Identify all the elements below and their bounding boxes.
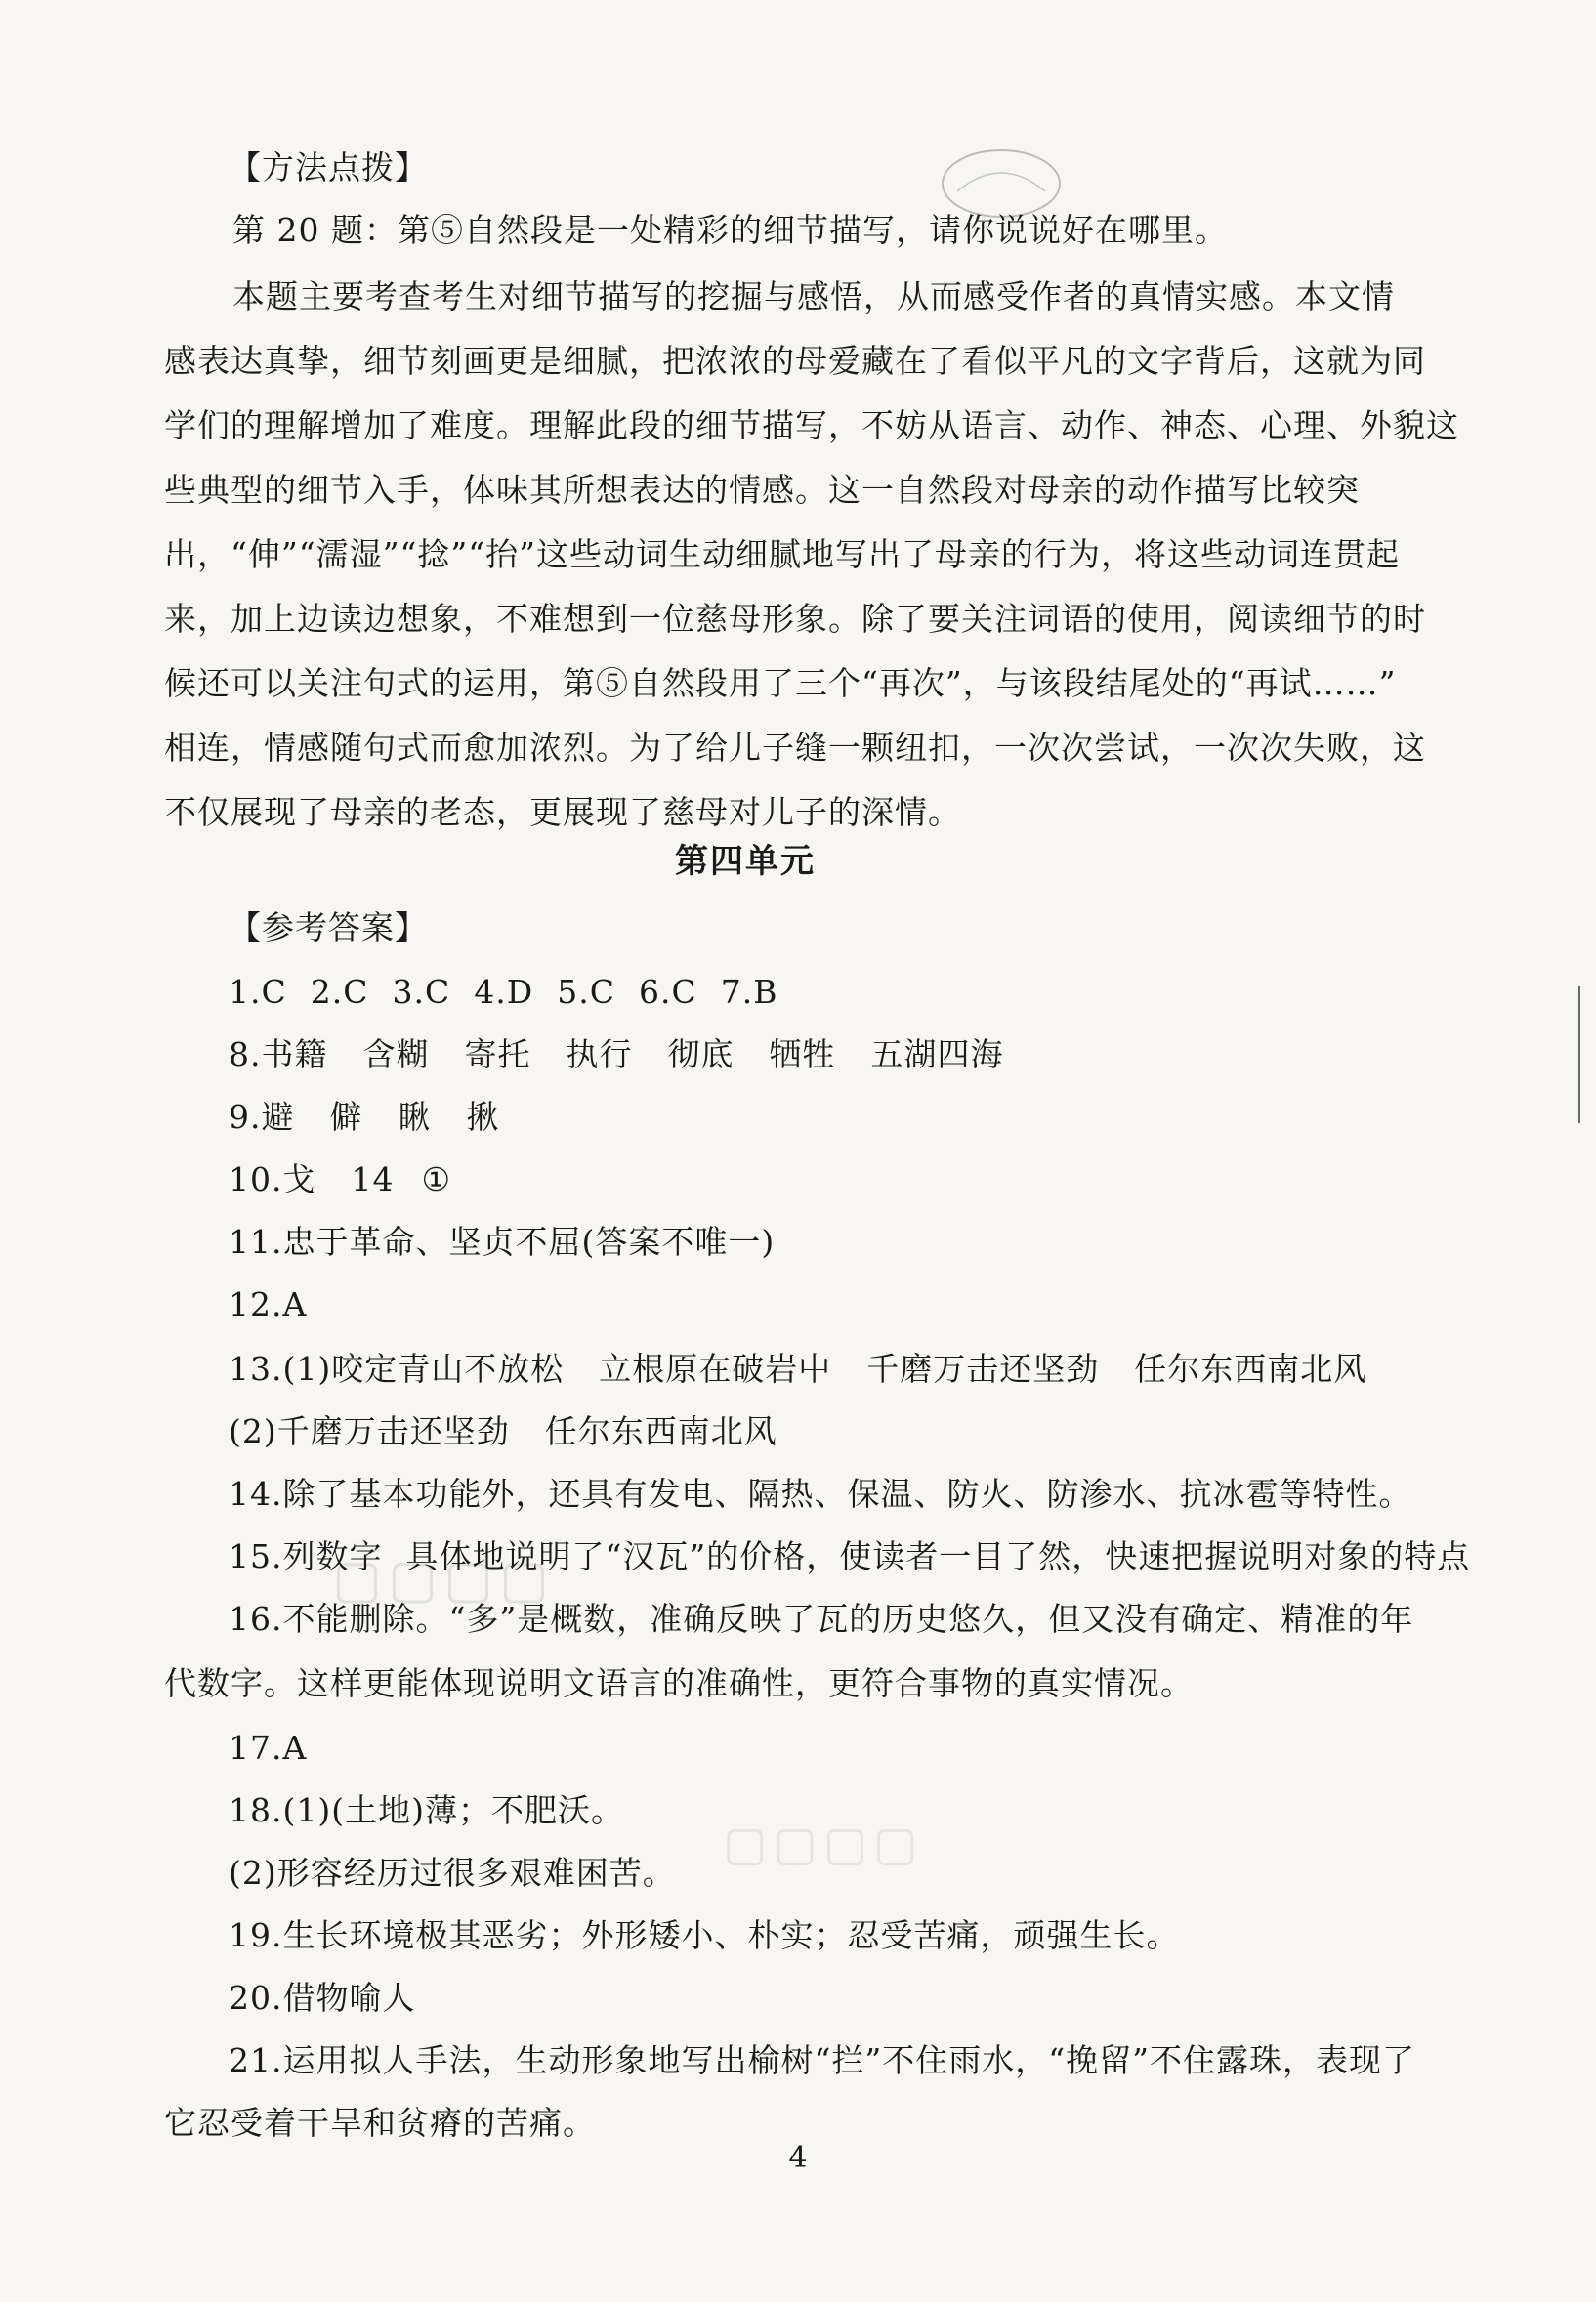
answer-16-line: 代数字。这样更能体现说明文语言的准确性，更符合事物的真实情况。 bbox=[164, 1664, 1194, 1702]
answer-item: 僻 bbox=[329, 1098, 363, 1136]
answer-1-7 bbox=[229, 971, 777, 1014]
answer-item: 揪 bbox=[466, 1098, 500, 1136]
answer-item: 彻底 bbox=[667, 1035, 735, 1073]
answer-11: 11.忠于革命、坚贞不屈(答案不唯一) bbox=[229, 1223, 776, 1261]
answer-item: 寄托 bbox=[464, 1035, 531, 1073]
paragraph-line: 些典型的细节入手，体味其所想表达的情感。这一自然段对母亲的动作描写比较突 bbox=[164, 471, 1360, 509]
answer-21-line: 它忍受着干旱和贫瘠的苦痛。 bbox=[164, 2104, 596, 2142]
answer-item: 5.C bbox=[557, 973, 615, 1011]
paragraph-line: 出，“伸”“濡湿”“捻”“抬”这些动词生动细腻地写出了母亲的行为，将这些动词连贯起 bbox=[164, 535, 1400, 573]
unit-heading: 第四单元 bbox=[675, 842, 816, 881]
answer-18-2: (2)形容经历过很多艰难困苦。 bbox=[229, 1854, 676, 1892]
paragraph-line: 候还可以关注句式的运用，第⑤自然段用了三个“再次”，与该段结尾处的“再试……” bbox=[164, 664, 1397, 702]
answer-item: 任尔东西南北风 bbox=[544, 1412, 777, 1450]
answer-item: 含糊 bbox=[362, 1035, 430, 1073]
answer-item: 8.书籍 bbox=[229, 1035, 328, 1073]
watermark-mark-2: ▢▢▢▢ bbox=[723, 1817, 924, 1871]
answer-21-line: 21.运用拟人手法，生动形象地写出榆树“拦”不住雨水，“挽留”不住露珠，表现了 bbox=[229, 2041, 1415, 2079]
answer-item: 2.C bbox=[310, 973, 369, 1011]
answer-item: 9.避 bbox=[229, 1098, 295, 1136]
answer-item: 千磨万击还坚劲 bbox=[866, 1350, 1100, 1388]
answer-19: 19.生长环境极其恶劣；外形矮小、朴实；忍受苦痛，顽强生长。 bbox=[229, 1916, 1180, 1954]
answer-item: 3.C bbox=[392, 973, 451, 1011]
answer-13-2 bbox=[229, 1410, 777, 1453]
answer-item: 10.戈 bbox=[229, 1160, 316, 1198]
answer-item: 瞅 bbox=[398, 1098, 432, 1136]
answer-item: (2)千磨万击还坚劲 bbox=[229, 1412, 510, 1450]
answer-item: 1.C bbox=[229, 973, 287, 1011]
answer-10 bbox=[229, 1158, 451, 1201]
answers-label: 【参考答案】 bbox=[229, 908, 428, 946]
method-label: 【方法点拨】 bbox=[229, 148, 428, 187]
paragraph-line: 来，加上边读边想象，不难想到一位慈母形象。除了要关注词语的使用，阅读细节的时 bbox=[164, 600, 1426, 638]
method-question: 第 20 题：第⑤自然段是一处精彩的细节描写，请你说说好在哪里。 bbox=[232, 211, 1228, 249]
answer-15 bbox=[229, 1535, 1470, 1578]
paragraph-line: 相连，情感随句式而愈加浓烈。为了给儿子缝一颗纽扣，一次次尝试，一次次失败，这 bbox=[164, 729, 1426, 767]
answer-item: 牺牲 bbox=[769, 1035, 836, 1073]
answer-item: 14 bbox=[351, 1160, 395, 1198]
paragraph-line: 不仅展现了母亲的老态，更展现了慈母对儿子的深情。 bbox=[164, 793, 961, 831]
paragraph-line: 学们的理解增加了难度。理解此段的细节描写，不妨从语言、动作、神态、心理、外貌这 bbox=[164, 406, 1459, 444]
answer-item: 13.(1)咬定青山不放松 bbox=[229, 1350, 565, 1388]
answer-13-1 bbox=[229, 1348, 1366, 1391]
answer-12: 12.A bbox=[229, 1285, 308, 1323]
paragraph-line: 感表达真挚，细节刻画更是细腻，把浓浓的母爱藏在了看似平凡的文字背后，这就为同 bbox=[164, 342, 1426, 380]
page-edge-rule bbox=[1578, 986, 1580, 1123]
page-number: 4 bbox=[788, 2141, 808, 2175]
paragraph-line: 本题主要考查考生对细节描写的挖掘与感悟，从而感受作者的真情实感。本文情 bbox=[232, 277, 1395, 315]
watermark-mark: ▢▢▢▢ bbox=[332, 1548, 556, 1610]
answer-9 bbox=[229, 1096, 500, 1139]
answer-item: 五湖四海 bbox=[870, 1035, 1004, 1073]
answer-item: 立根原在破岩中 bbox=[599, 1350, 832, 1388]
answer-18-1: 18.(1)(土地)薄；不肥沃。 bbox=[229, 1791, 624, 1829]
answer-item: 7.B bbox=[720, 973, 778, 1011]
answer-17: 17.A bbox=[229, 1729, 308, 1767]
answer-8 bbox=[229, 1033, 1004, 1076]
answer-16-line: 16.不能删除。“多”是概数，准确反映了瓦的历史悠久，但又没有确定、精准的年 bbox=[229, 1600, 1414, 1638]
answer-item: 6.C bbox=[638, 973, 697, 1011]
answer-14: 14.除了基本功能外，还具有发电、隔热、保温、防火、防渗水、抗冰雹等特性。 bbox=[229, 1475, 1412, 1513]
answer-item: 4.D bbox=[474, 973, 534, 1011]
answer-item: ① bbox=[421, 1160, 452, 1198]
answer-item: 执行 bbox=[566, 1035, 633, 1073]
answer-item: 任尔东西南北风 bbox=[1134, 1350, 1367, 1388]
answer-item: 15.列数字 bbox=[229, 1537, 383, 1575]
answer-item: 具体地说明了“汉瓦”的价格，使读者一目了然，快速把握说明对象的特点 bbox=[405, 1537, 1471, 1575]
answer-20: 20.借物喻人 bbox=[229, 1979, 416, 2017]
